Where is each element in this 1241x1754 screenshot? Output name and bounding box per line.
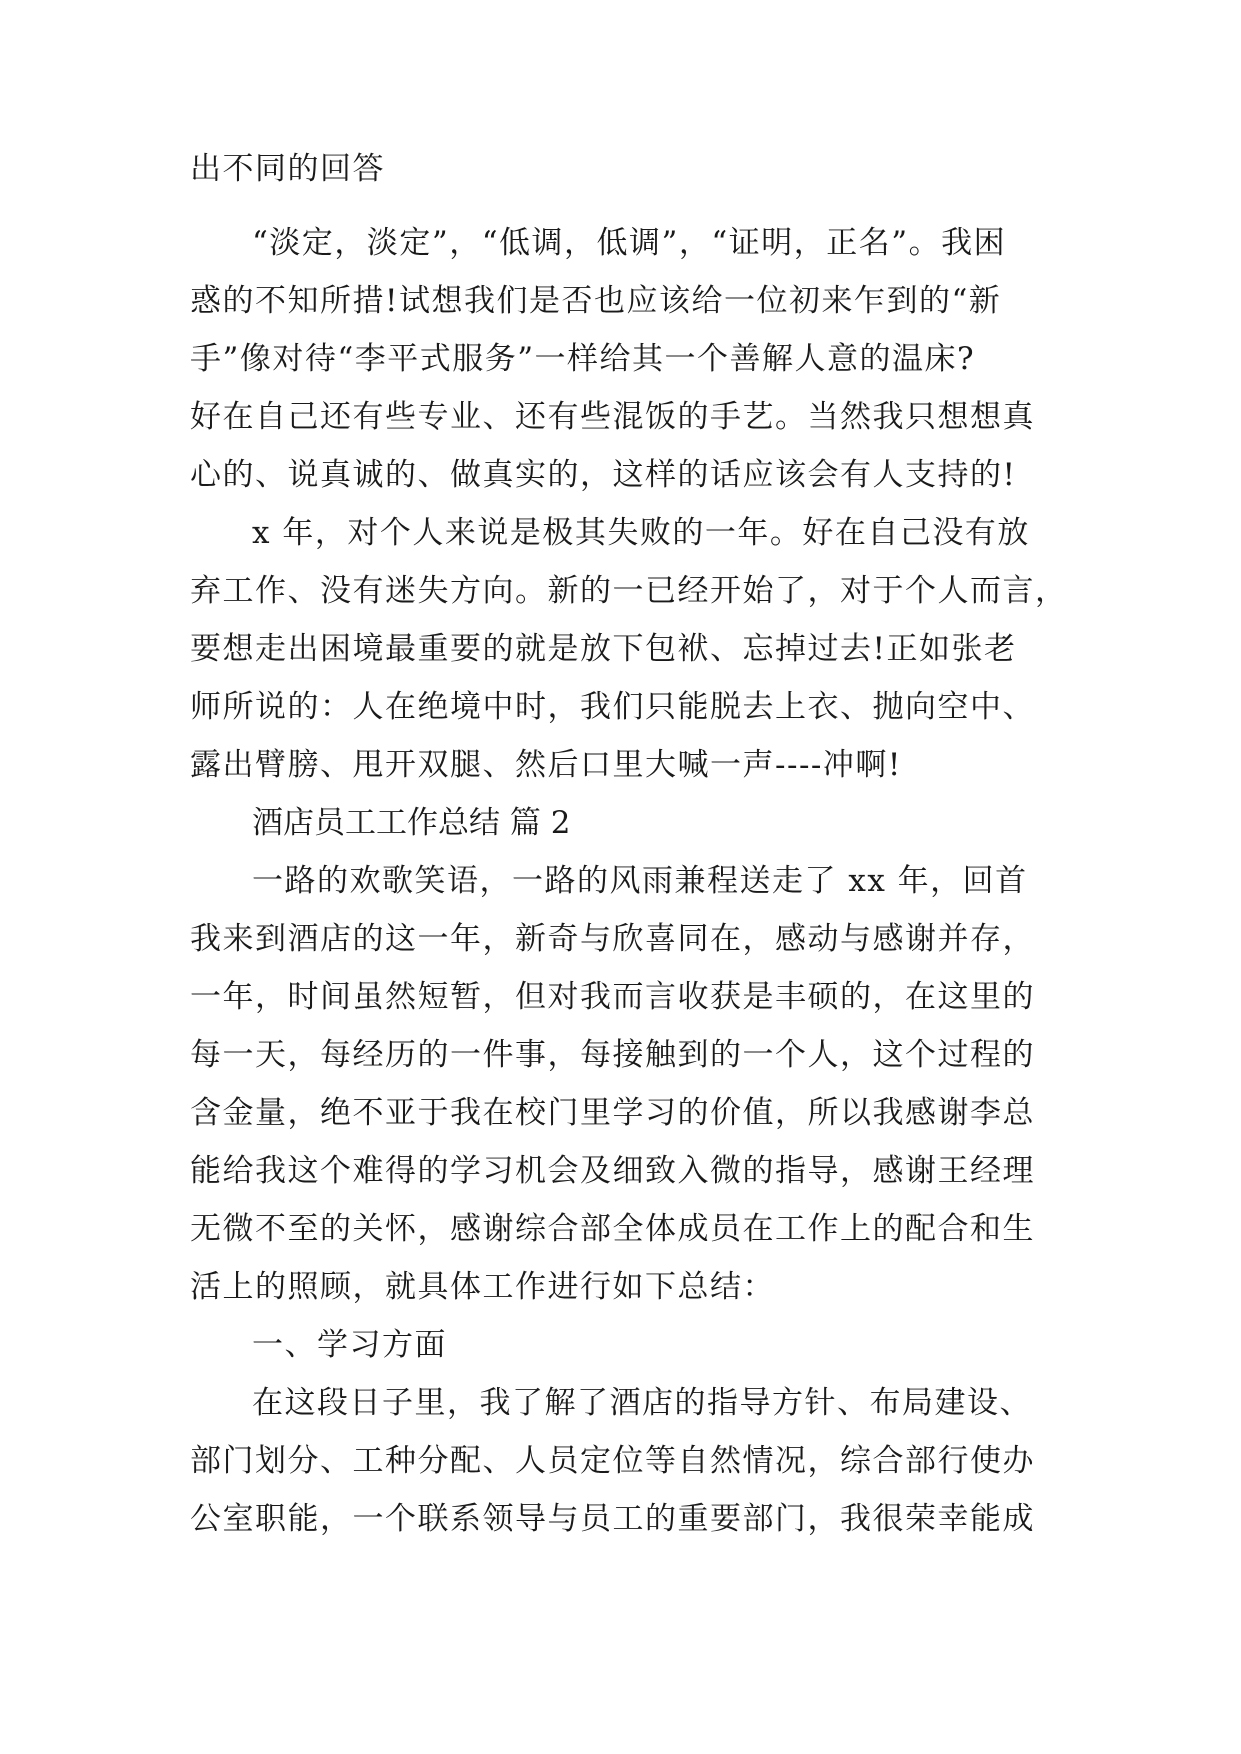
text-line: 在这段日子里，我了解了酒店的指导方针、布局建设、	[252, 1385, 1032, 1421]
text-line: 能给我这个难得的学习机会及细致入微的指导，感谢王经理	[190, 1153, 1035, 1189]
text-line: 心的、说真诚的、做真实的，这样的话应该会有人支持的!	[190, 457, 1017, 493]
text-line: 每一天，每经历的一件事，每接触到的一个人，这个过程的	[190, 1037, 1035, 1073]
text-line: 要想走出困境最重要的就是放下包袱、忘掉过去!正如张老	[190, 631, 1017, 667]
text-line: 露出臂膀、甩开双腿、然后口里大喊一声----冲啊!	[190, 747, 902, 783]
subsection-heading: 一、学习方面	[252, 1327, 447, 1363]
text-line: “淡定，淡定”，“低调，低调”，“证明，正名”。我困	[252, 225, 1007, 261]
text-line: 好在自己还有些专业、还有些混饭的手艺。当然我只想想真	[190, 399, 1035, 435]
text-line: 师所说的：人在绝境中时，我们只能脱去上衣、抛向空中、	[190, 689, 1035, 725]
text-line: 活上的照顾，就具体工作进行如下总结：	[190, 1269, 775, 1305]
text-line: x 年，对个人来说是极其失败的一年。好在自己没有放	[252, 515, 1030, 551]
text-line: 无微不至的关怀，感谢综合部全体成员在工作上的配合和生	[190, 1211, 1035, 1247]
text-line: 一路的欢歌笑语，一路的风雨兼程送走了 xx 年，回首	[252, 863, 1028, 899]
text-line: 公室职能，一个联系领导与员工的重要部门，我很荣幸能成	[190, 1501, 1035, 1537]
text-line: 弃工作、没有迷失方向。新的一已经开始了，对于个人而言，	[190, 573, 1068, 609]
section-heading: 酒店员工工作总结 篇 2	[252, 805, 571, 841]
text-line: 出不同的回答	[190, 151, 385, 187]
text-line: 含金量，绝不亚于我在校门里学习的价值，所以我感谢李总	[190, 1095, 1035, 1131]
text-line: 部门划分、工种分配、人员定位等自然情况，综合部行使办	[190, 1443, 1035, 1479]
text-line: 惑的不知所措!试想我们是否也应该给一位初来乍到的“新	[190, 283, 1002, 319]
text-line: 手”像对待“李平式服务”一样给其一个善解人意的温床?	[190, 341, 976, 377]
text-line: 一年，时间虽然短暂，但对我而言收获是丰硕的，在这里的	[190, 979, 1035, 1015]
text-line: 我来到酒店的这一年，新奇与欣喜同在，感动与感谢并存，	[190, 921, 1035, 957]
